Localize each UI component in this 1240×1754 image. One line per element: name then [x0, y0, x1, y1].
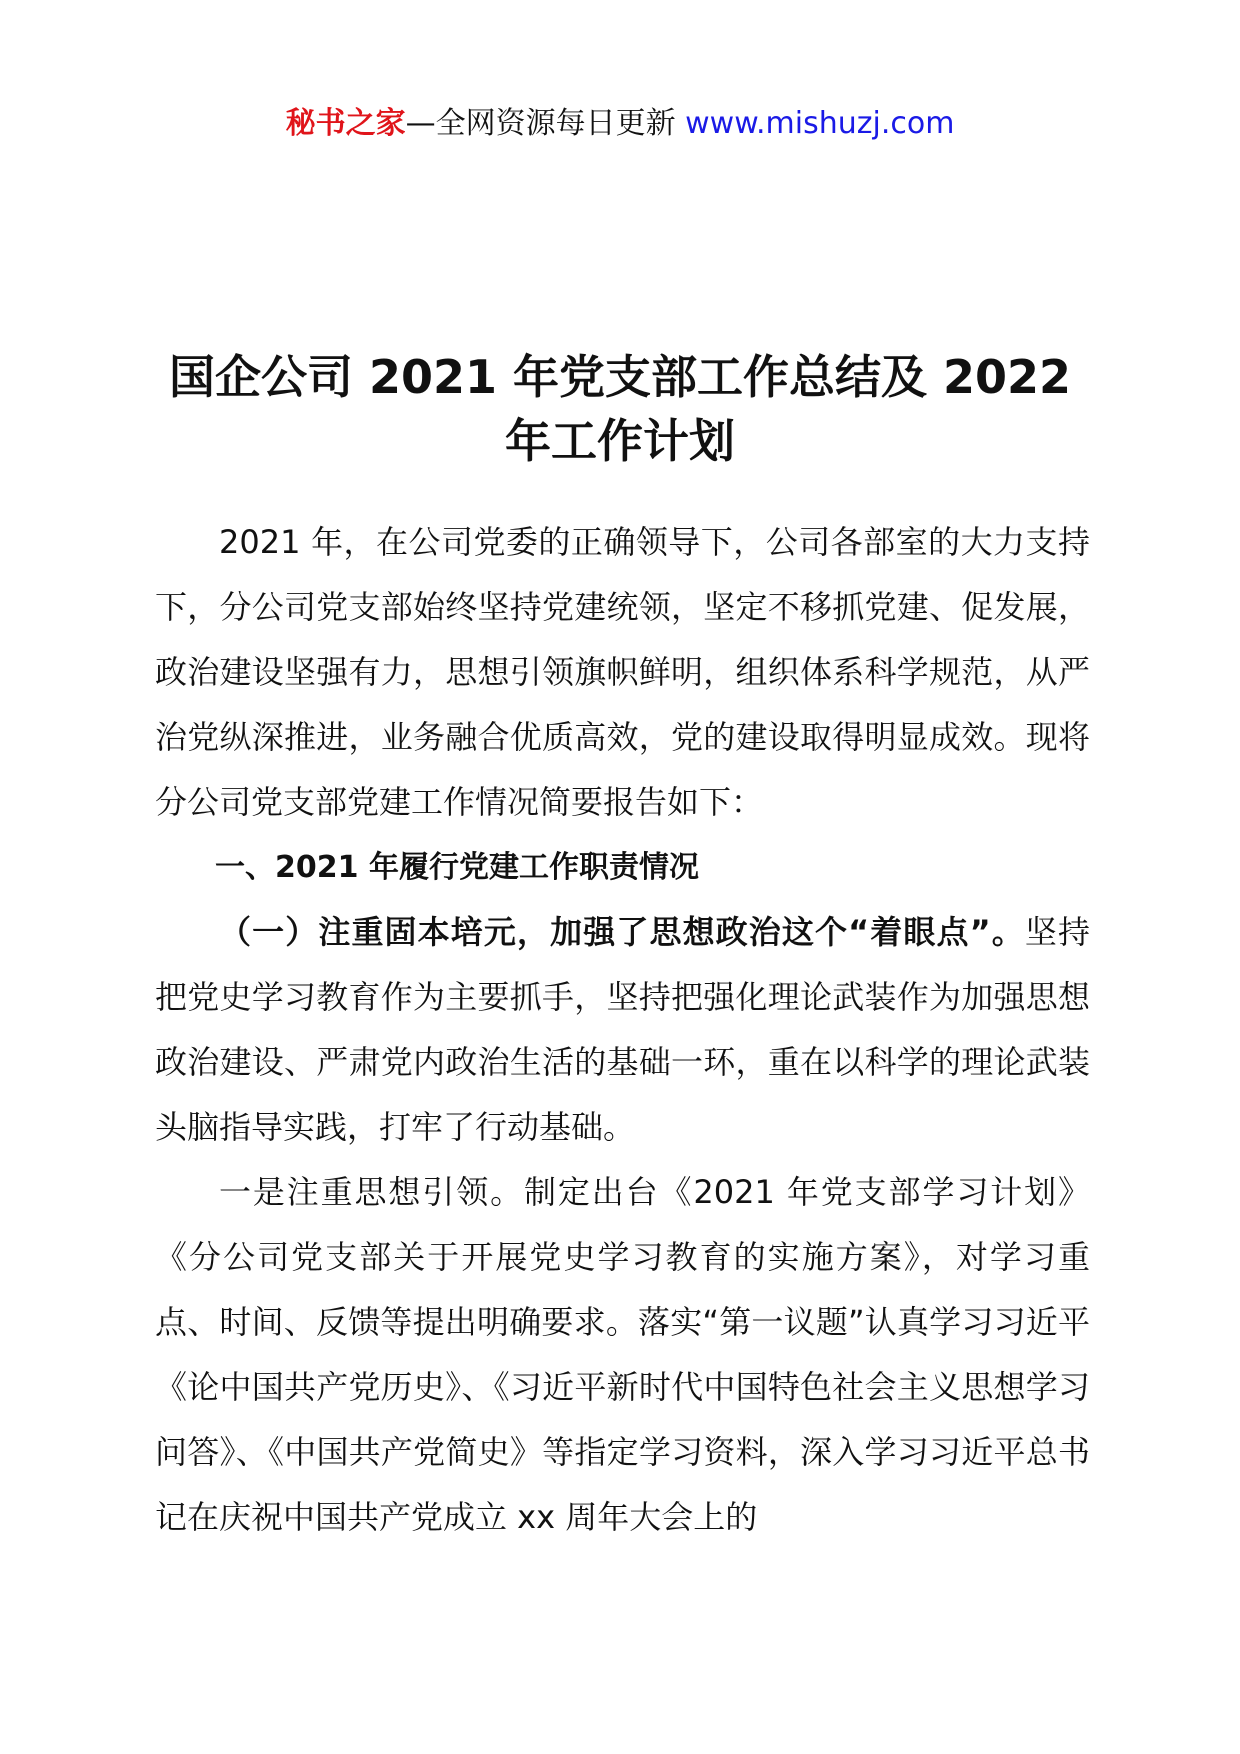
- subsection-text: 坚持把党史学习教育作为主要抓手，坚持把强化理论武装作为加强思想政治建设、严肃党内政治生活的基础一环，重在以科学的理论武装头脑指导实践，打牢了行动基础。: [155, 913, 1090, 1146]
- intro-paragraph: 2021 年，在公司党委的正确领导下，公司各部室的大力支持下，分公司党支部始终坚持党建统领，坚定不移抓党建、促发展，政治建设坚强有力，思想引领旗帜鲜明，组织体系科学规范，从严治党纵深推进，业务融合优质高效，党的建设取得明显成效。现将分公司党支部党建工作情况简要报告如下：: [155, 523, 1090, 821]
- section-heading: 一、2021 年履行党建工作职责情况: [215, 850, 699, 885]
- document-body: [155, 510, 1090, 1550]
- site-url-link[interactable]: www.mishuzj.com: [685, 106, 955, 141]
- site-brand: 秘书之家: [285, 106, 406, 141]
- subsection-paragraph: [155, 900, 1090, 1160]
- site-header: [0, 100, 1240, 148]
- subsection-heading: （一）注重固本培元，加强了思想政治这个“着眼点”。: [219, 913, 1025, 951]
- site-tagline: —全网资源每日更新: [405, 106, 686, 141]
- document-title: 国企公司 2021 年党支部工作总结及 2022 年工作计划: [168, 350, 1072, 468]
- body-paragraph: 一是注重思想引领。制定出台《2021 年党支部学习计划》《分公司党支部关于开展党史学习教育的实施方案》，对学习重点、时间、反馈等提出明确要求。落实“第一议题”认真学习习近平《论中国共产党历史》、《习近平新时代中国特色社会主义思想学习问答》、《中国共产党简史》等指定学习资料，深入学习习近平总书记在庆祝中国共产党成立 xx 周年大会上的: [155, 1173, 1090, 1536]
